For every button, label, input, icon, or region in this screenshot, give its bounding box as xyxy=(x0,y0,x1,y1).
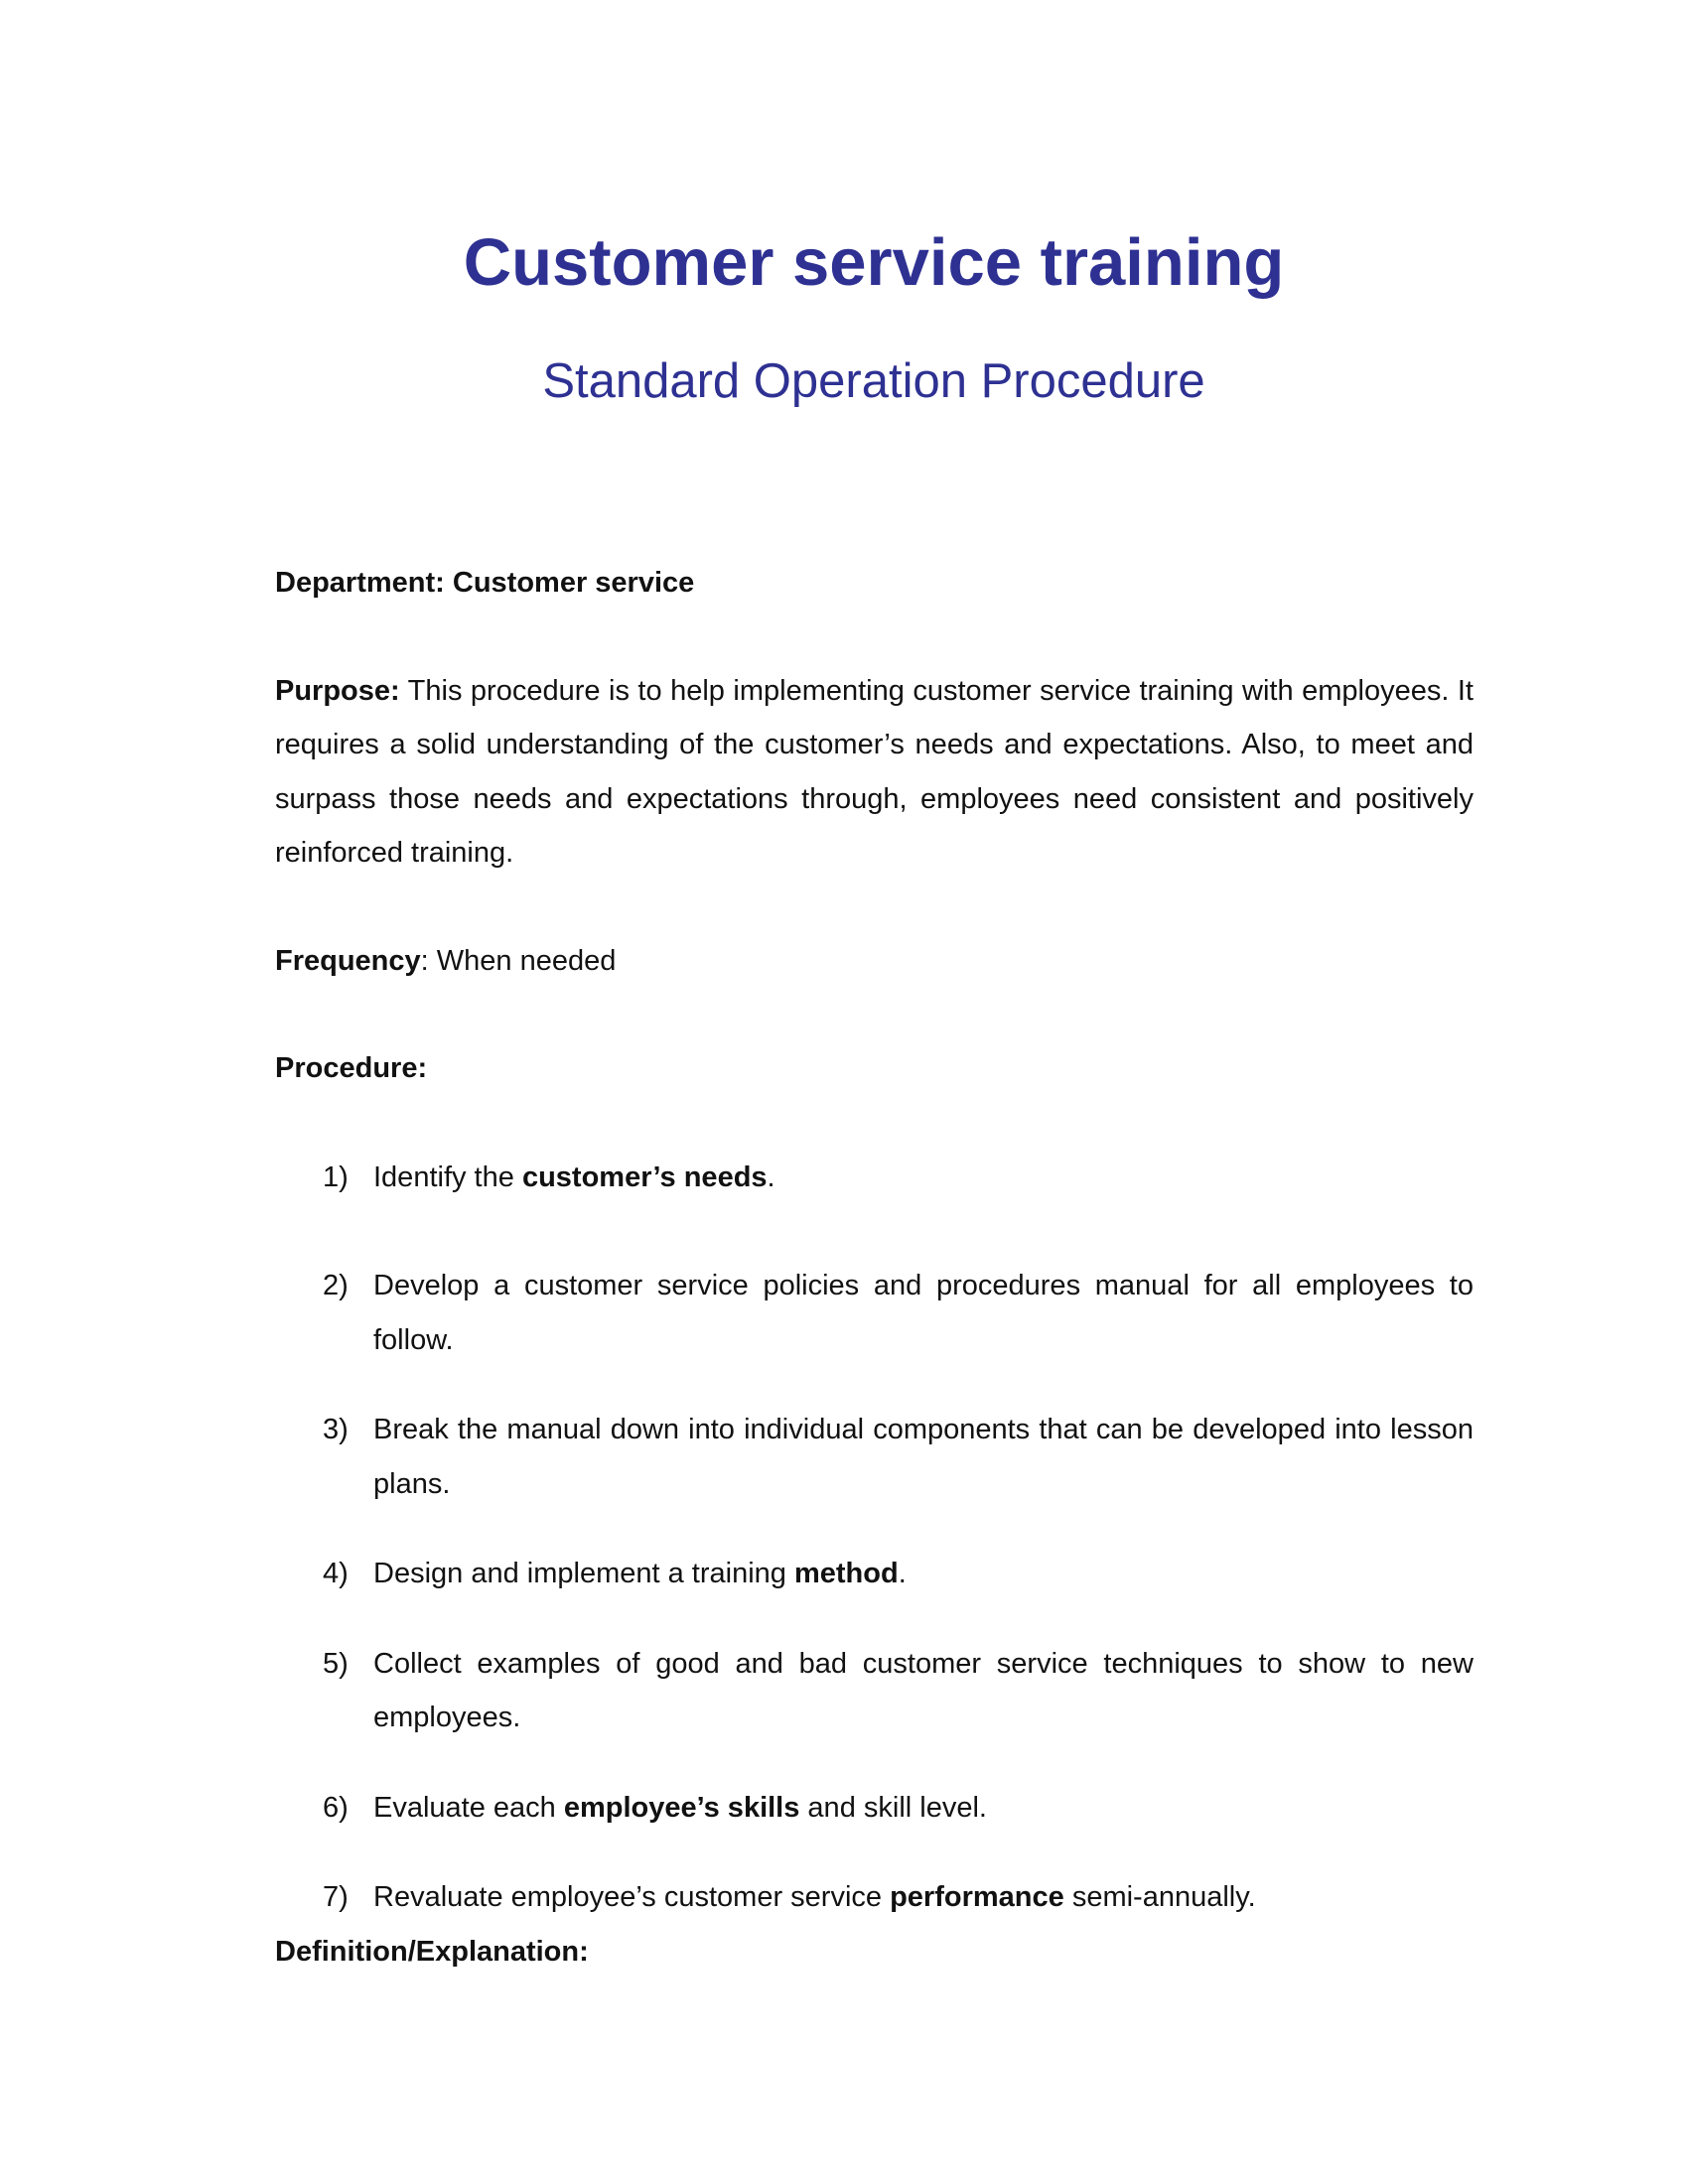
step-number: 1) xyxy=(323,1160,349,1193)
frequency-line xyxy=(275,934,1474,989)
step-emphasis: performance xyxy=(890,1881,1064,1913)
document-subtitle: Standard Operation Procedure xyxy=(542,354,1205,408)
procedure-step xyxy=(275,1781,1474,1836)
step-text: Develop a customer service policies and procedures manual for all employees to follow. xyxy=(373,1270,1474,1356)
department-line xyxy=(275,556,1474,611)
step-number: 4) xyxy=(323,1558,349,1589)
step-text: Design and implement a training xyxy=(373,1558,794,1589)
frequency-separator: : xyxy=(420,944,429,977)
step-text: Evaluate each xyxy=(373,1791,564,1824)
purpose-paragraph xyxy=(275,664,1474,881)
procedure-step xyxy=(275,1259,1474,1367)
step-number: 5) xyxy=(323,1647,349,1680)
procedure-step xyxy=(275,1637,1474,1745)
definition-label: Definition/Explanation: xyxy=(275,1935,589,1968)
procedure-heading xyxy=(275,1041,1474,1096)
step-text-end: . xyxy=(767,1160,775,1193)
purpose-label: Purpose: xyxy=(275,674,400,707)
step-emphasis: method xyxy=(793,1558,899,1589)
procedure-step xyxy=(275,1870,1474,1925)
frequency-value: When needed xyxy=(436,944,617,977)
step-text-end: . xyxy=(898,1558,907,1589)
definition-heading xyxy=(275,1925,1474,1979)
procedure-label: Procedure: xyxy=(275,1052,428,1084)
frequency-label: Frequency xyxy=(275,944,421,977)
step-emphasis: employee’s skills xyxy=(563,1791,800,1824)
step-number: 2) xyxy=(323,1270,349,1301)
step-number: 7) xyxy=(323,1881,349,1913)
document-title: Customer service training xyxy=(463,225,1285,300)
procedure-step xyxy=(275,1151,1474,1205)
step-emphasis: customer’s needs xyxy=(521,1160,768,1193)
step-text-end: and skill level. xyxy=(799,1791,987,1824)
procedure-steps xyxy=(275,1151,1474,1925)
step-text: Break the manual down into individual components that can be developed into lesson plans. xyxy=(373,1414,1474,1500)
purpose-text: This procedure is to help implementing customer service training with employees. It requires a solid understanding of the customer’s needs and expectations. Also, to meet and surpass those needs and expectations through, employees need consistent and positively reinforced training. xyxy=(275,674,1474,869)
department-value: Customer service xyxy=(452,567,695,599)
step-number: 3) xyxy=(323,1414,349,1445)
document-body xyxy=(275,556,1474,1979)
procedure-step xyxy=(275,1547,1474,1601)
procedure-step xyxy=(275,1403,1474,1511)
step-text: Collect examples of good and bad customer service techniques to show to new employees. xyxy=(373,1647,1474,1733)
step-text: Revaluate employee’s customer service xyxy=(373,1881,891,1913)
step-text: Identify the xyxy=(373,1160,522,1193)
department-label: Department: xyxy=(275,567,445,599)
step-text-end: semi-annually. xyxy=(1063,1881,1256,1913)
step-number: 6) xyxy=(323,1791,349,1824)
